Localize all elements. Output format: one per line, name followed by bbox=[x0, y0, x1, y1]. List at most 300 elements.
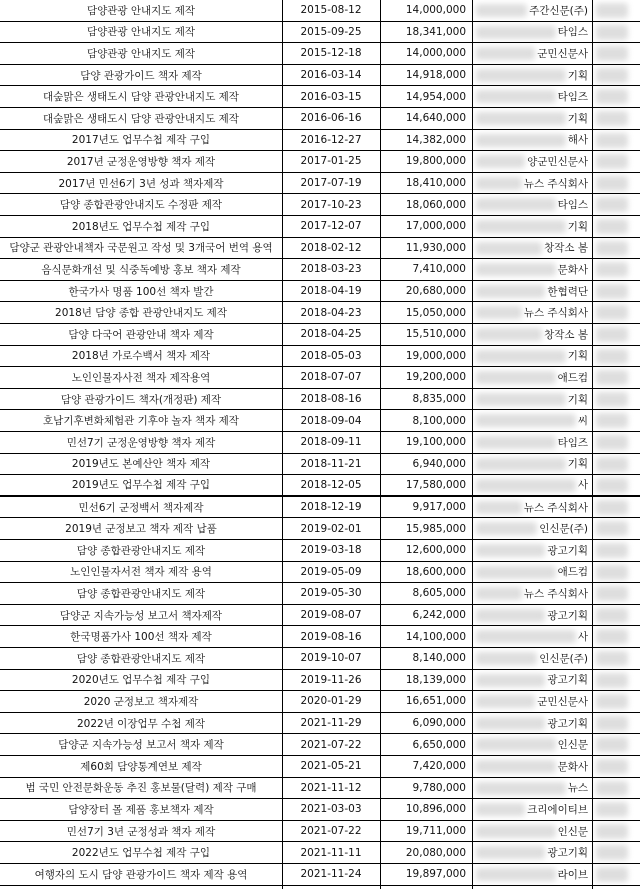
table-row bbox=[0, 367, 640, 389]
redacted-cell bbox=[592, 367, 640, 388]
contractor-cell bbox=[472, 43, 592, 64]
redaction-blur bbox=[596, 133, 628, 148]
table-row bbox=[0, 389, 640, 411]
contractor-name: 창작소 봄 bbox=[544, 328, 588, 341]
contract-date-cell: 2018-04-19 bbox=[300, 285, 362, 298]
contractor-cell bbox=[472, 778, 592, 799]
table-row bbox=[0, 238, 640, 260]
contractor-name: 광고기획 bbox=[547, 847, 588, 860]
redaction-blur bbox=[596, 478, 628, 493]
redacted-cell bbox=[592, 562, 640, 583]
redacted-cell bbox=[592, 130, 640, 151]
contractor-name: 인신문(주) bbox=[539, 523, 588, 536]
redaction-blur bbox=[596, 500, 628, 515]
contractor-cell bbox=[472, 583, 592, 604]
contract-amount-cell: 14,640,000 bbox=[405, 112, 466, 125]
redacted-cell bbox=[592, 691, 640, 712]
redaction-blur bbox=[596, 197, 628, 212]
project-title-cell: 2020 군정보고 책자제작 bbox=[83, 695, 199, 708]
redaction-blur bbox=[596, 111, 628, 126]
contractor-cell bbox=[472, 713, 592, 734]
redacted-cell bbox=[592, 756, 640, 777]
contractor-cell bbox=[472, 238, 592, 259]
redacted-cell bbox=[592, 540, 640, 561]
contractor-cell bbox=[472, 432, 592, 453]
contractor-cell bbox=[472, 22, 592, 43]
table-row bbox=[0, 281, 640, 303]
table-row bbox=[0, 497, 640, 519]
project-title-cell: 2020년도 업무수첩 제작 구입 bbox=[71, 674, 211, 687]
contractor-name: 창작소 봄 bbox=[544, 242, 588, 255]
project-title-cell: 민선6기 군정백서 책자제작 bbox=[78, 501, 204, 514]
redaction-blur bbox=[476, 263, 556, 276]
contractor-name: 양군민신문사 bbox=[527, 155, 588, 168]
contract-amount-cell: 15,050,000 bbox=[405, 306, 466, 319]
redacted-cell bbox=[592, 842, 640, 863]
contract-amount-cell: 19,100,000 bbox=[405, 436, 466, 449]
table-row bbox=[0, 130, 640, 152]
redaction-blur bbox=[476, 630, 576, 643]
contractor-cell bbox=[472, 346, 592, 367]
redacted-cell bbox=[592, 302, 640, 323]
table-row bbox=[0, 43, 640, 65]
contractor-cell bbox=[472, 821, 592, 842]
contract-amount-cell: 18,060,000 bbox=[405, 198, 466, 211]
contractor-name: 한협력단 bbox=[547, 285, 588, 298]
contract-amount-cell: 17,000,000 bbox=[405, 220, 466, 233]
contract-amount-cell: 14,382,000 bbox=[405, 133, 466, 146]
redaction-blur bbox=[596, 392, 628, 407]
table-row bbox=[0, 756, 640, 778]
redaction-blur bbox=[596, 89, 628, 104]
redaction-blur bbox=[476, 90, 556, 103]
contract-date-cell: 2019-10-07 bbox=[300, 652, 362, 665]
redaction-blur bbox=[596, 349, 628, 364]
contract-date-cell: 2018-07-07 bbox=[300, 371, 362, 384]
contractor-name: 기획 bbox=[567, 350, 588, 363]
contract-amount-cell: 15,985,000 bbox=[405, 522, 466, 535]
table-row bbox=[0, 713, 640, 735]
project-title-cell: 노인인물자사전 책자 제작용역 bbox=[71, 371, 211, 384]
table-row bbox=[0, 778, 640, 800]
contractor-cell bbox=[472, 475, 592, 495]
redaction-blur bbox=[476, 825, 556, 838]
table-row bbox=[0, 583, 640, 605]
redaction-blur bbox=[476, 479, 576, 492]
project-title-cell: 2017년 민선6기 3년 성과 책자제작 bbox=[58, 177, 224, 190]
redaction-blur bbox=[476, 458, 566, 471]
contractor-name: 인신문(주) bbox=[539, 652, 588, 665]
redaction-blur bbox=[596, 586, 628, 601]
redacted-cell bbox=[592, 648, 640, 669]
redaction-blur bbox=[476, 198, 556, 211]
contract-amount-cell: 20,080,000 bbox=[405, 846, 466, 859]
redaction-blur bbox=[596, 413, 628, 428]
table-row bbox=[0, 648, 640, 670]
contractor-name: 기획 bbox=[567, 393, 588, 406]
project-title-cell: 노인인물자서전 책자 제작 용역 bbox=[70, 566, 212, 579]
project-title-cell: 여행자의 도시 담양 관광가이드 책자 제작 용역 bbox=[34, 868, 248, 881]
project-title-cell: 담양 다국어 관광안내 책자 제작 bbox=[68, 328, 214, 341]
contract-amount-cell: 9,780,000 bbox=[412, 781, 466, 794]
redaction-blur bbox=[596, 824, 628, 839]
redaction-blur bbox=[476, 155, 525, 168]
project-title-cell: 담양장터 몰 제품 홍보책자 제작 bbox=[68, 803, 214, 816]
column-divider bbox=[592, 0, 593, 889]
redaction-blur bbox=[596, 867, 628, 882]
contract-date-cell: 2018-08-16 bbox=[300, 393, 362, 406]
redaction-blur bbox=[596, 370, 628, 385]
contract-date-cell: 2018-12-19 bbox=[300, 501, 362, 514]
column-divider bbox=[472, 0, 473, 889]
redacted-cell bbox=[592, 0, 640, 21]
redaction-blur bbox=[476, 522, 537, 535]
contractor-cell bbox=[472, 691, 592, 712]
project-title-cell: 제60회 담양통계연보 제작 bbox=[80, 760, 202, 773]
redaction-blur bbox=[476, 112, 566, 125]
contractor-cell bbox=[472, 259, 592, 280]
redaction-blur bbox=[596, 802, 628, 817]
contract-amount-cell: 12,600,000 bbox=[405, 544, 466, 557]
contract-date-cell: 2019-03-18 bbox=[300, 544, 362, 557]
project-title-cell: 2018년 가로수백서 책자 제작 bbox=[71, 350, 211, 363]
table-row bbox=[0, 22, 640, 44]
project-title-cell: 2019년 군정보고 책자 제작 납품 bbox=[65, 523, 217, 536]
redaction-blur bbox=[476, 242, 542, 255]
redaction-blur bbox=[596, 608, 628, 623]
redacted-cell bbox=[592, 410, 640, 431]
redacted-cell bbox=[592, 605, 640, 626]
project-title-cell: 범 국민 안전문화운동 추진 홍보물(달력) 제작 구매 bbox=[25, 782, 257, 795]
redaction-blur bbox=[596, 543, 628, 558]
redaction-blur bbox=[476, 134, 566, 147]
contractor-cell bbox=[472, 518, 592, 539]
contract-date-cell: 2018-02-12 bbox=[300, 241, 362, 254]
table-row bbox=[0, 475, 640, 497]
redacted-cell bbox=[592, 821, 640, 842]
contract-amount-cell: 17,580,000 bbox=[405, 478, 466, 491]
contract-date-cell: 2021-11-12 bbox=[300, 781, 362, 794]
contract-amount-cell: 16,651,000 bbox=[405, 695, 466, 708]
contractor-name: 타임즈 bbox=[557, 91, 588, 104]
redaction-blur bbox=[476, 566, 556, 579]
redaction-blur bbox=[596, 154, 628, 169]
contractor-name: 광고기획 bbox=[547, 717, 588, 730]
project-title-cell: 2019년도 업무수첩 제작 구입 bbox=[71, 479, 211, 492]
redacted-cell bbox=[592, 86, 640, 107]
contractor-name: 기획 bbox=[567, 69, 588, 82]
redaction-blur bbox=[476, 414, 576, 427]
contractor-cell bbox=[472, 605, 592, 626]
table-row bbox=[0, 194, 640, 216]
redacted-cell bbox=[592, 475, 640, 495]
contractor-cell bbox=[472, 216, 592, 237]
redacted-cell bbox=[592, 389, 640, 410]
table-row bbox=[0, 540, 640, 562]
contract-date-cell: 2021-11-29 bbox=[300, 717, 362, 730]
table-row bbox=[0, 173, 640, 195]
contract-amount-cell: 19,000,000 bbox=[405, 349, 466, 362]
project-title-cell: 2017년도 업무수첩 제작 구입 bbox=[71, 134, 211, 147]
contract-date-cell: 2016-06-16 bbox=[300, 112, 362, 125]
contractor-cell bbox=[472, 0, 592, 21]
redaction-blur bbox=[476, 803, 525, 816]
redacted-cell bbox=[592, 216, 640, 237]
contract-amount-cell: 18,410,000 bbox=[405, 177, 466, 190]
redaction-blur bbox=[596, 737, 628, 752]
table-row bbox=[0, 842, 640, 864]
redaction-blur bbox=[596, 219, 628, 234]
contract-date-cell: 2021-03-03 bbox=[300, 803, 362, 816]
contractor-cell bbox=[472, 108, 592, 129]
table-row bbox=[0, 432, 640, 454]
table-row bbox=[0, 216, 640, 238]
redaction-blur bbox=[596, 781, 628, 796]
redaction-blur bbox=[596, 284, 628, 299]
contract-amount-cell: 11,930,000 bbox=[405, 241, 466, 254]
redacted-cell bbox=[592, 497, 640, 518]
contractor-name: 주간신문(주) bbox=[529, 4, 588, 17]
contract-date-cell: 2017-01-25 bbox=[300, 155, 362, 168]
contractor-cell bbox=[472, 130, 592, 151]
redaction-blur bbox=[596, 262, 628, 277]
contractor-cell bbox=[472, 540, 592, 561]
redacted-cell bbox=[592, 518, 640, 539]
contract-amount-cell: 6,242,000 bbox=[412, 609, 466, 622]
column-divider bbox=[380, 0, 381, 889]
redaction-blur bbox=[476, 328, 542, 341]
redaction-blur bbox=[476, 652, 537, 665]
redaction-blur bbox=[596, 759, 628, 774]
contract-date-cell: 2019-05-30 bbox=[300, 587, 362, 600]
contractor-name: 타임즈 bbox=[557, 436, 588, 449]
redacted-cell bbox=[592, 151, 640, 172]
contractor-name: 기획 bbox=[567, 220, 588, 233]
table-row bbox=[0, 821, 640, 843]
redacted-cell bbox=[592, 281, 640, 302]
project-title-cell: 담양군 지속가능성 보고서 책자 제작 bbox=[58, 739, 224, 752]
contract-amount-cell: 7,410,000 bbox=[412, 263, 466, 276]
contract-amount-cell: 14,918,000 bbox=[405, 69, 466, 82]
redaction-blur bbox=[476, 177, 522, 190]
redacted-cell bbox=[592, 43, 640, 64]
table-row bbox=[0, 302, 640, 324]
project-title-cell: 담양 종합관광안내지도 제작 bbox=[76, 652, 206, 665]
project-title-cell: 호남기후변화체험관 기후야 놀자 책자 제작 bbox=[43, 415, 239, 428]
contract-amount-cell: 20,680,000 bbox=[405, 285, 466, 298]
contract-amount-cell: 8,605,000 bbox=[412, 587, 466, 600]
contract-date-cell: 2021-11-11 bbox=[300, 846, 362, 859]
contract-amount-cell: 19,200,000 bbox=[405, 371, 466, 384]
column-divider bbox=[282, 0, 283, 889]
redaction-blur bbox=[476, 393, 566, 406]
project-title-cell: 담양관광 안내지도 제작 bbox=[86, 47, 196, 60]
contractor-cell bbox=[472, 302, 592, 323]
contractor-name: 사 bbox=[577, 631, 588, 644]
redaction-blur bbox=[476, 501, 522, 514]
project-title-cell: 민선7기 군정운영방향 책자 제작 bbox=[66, 436, 216, 449]
contract-date-cell: 2021-07-22 bbox=[300, 825, 362, 838]
redaction-blur bbox=[596, 651, 628, 666]
contractor-name: 인신문 bbox=[557, 825, 588, 838]
table-row bbox=[0, 0, 640, 22]
redaction-blur bbox=[476, 609, 545, 622]
redacted-cell bbox=[592, 799, 640, 820]
contract-amount-cell: 14,000,000 bbox=[405, 47, 466, 60]
contractor-cell bbox=[472, 281, 592, 302]
contract-date-cell: 2018-11-21 bbox=[300, 457, 362, 470]
contractor-cell bbox=[472, 626, 592, 647]
contract-amount-cell: 14,954,000 bbox=[405, 90, 466, 103]
contract-date-cell: 2019-08-07 bbox=[300, 609, 362, 622]
table-row bbox=[0, 410, 640, 432]
project-title-cell: 담양 관광가이드 책자(개정판) 제작 bbox=[60, 393, 222, 406]
contract-amount-cell: 18,341,000 bbox=[405, 25, 466, 38]
redaction-blur bbox=[596, 25, 628, 40]
redaction-blur bbox=[476, 436, 556, 449]
redacted-cell bbox=[592, 173, 640, 194]
redaction-blur bbox=[476, 544, 545, 557]
contract-amount-cell: 8,835,000 bbox=[412, 393, 466, 406]
contract-date-cell: 2019-05-09 bbox=[300, 565, 362, 578]
redacted-cell bbox=[592, 346, 640, 367]
project-title-cell: 2017년 군정운영방향 책자 제작 bbox=[66, 155, 216, 168]
table-row bbox=[0, 670, 640, 692]
redacted-cell bbox=[592, 22, 640, 43]
contract-date-cell: 2017-07-19 bbox=[300, 177, 362, 190]
contract-amount-cell: 6,090,000 bbox=[412, 717, 466, 730]
redacted-cell bbox=[592, 713, 640, 734]
project-title-cell: 한국명품가사 100선 책자 제작 bbox=[70, 631, 212, 644]
contract-date-cell: 2015-12-18 bbox=[300, 47, 362, 60]
redaction-blur bbox=[476, 285, 545, 298]
redacted-cell bbox=[592, 864, 640, 885]
redacted-cell bbox=[592, 324, 640, 345]
contractor-name: 해사 bbox=[567, 134, 588, 147]
redaction-blur bbox=[596, 46, 628, 61]
contractor-name: 기획 bbox=[567, 458, 588, 471]
contractor-name: 사 bbox=[577, 479, 588, 492]
contract-date-cell: 2017-10-23 bbox=[300, 198, 362, 211]
contract-amount-cell: 10,896,000 bbox=[405, 803, 466, 816]
table-row bbox=[0, 799, 640, 821]
redacted-cell bbox=[592, 778, 640, 799]
contractor-name: 뉴스 주식회사 bbox=[523, 177, 588, 190]
redaction-blur bbox=[476, 782, 566, 795]
contractor-name: 인신문 bbox=[557, 739, 588, 752]
project-title-cell: 담양 종합관광안내지도 제작 bbox=[76, 587, 206, 600]
redaction-blur bbox=[476, 760, 556, 773]
project-title-cell: 담양관광 안내지도 제작 bbox=[86, 4, 196, 17]
redaction-blur bbox=[476, 350, 566, 363]
contract-date-cell: 2021-11-24 bbox=[300, 868, 362, 881]
contract-date-cell: 2018-09-11 bbox=[300, 436, 362, 449]
redaction-blur bbox=[476, 220, 566, 233]
project-title-cell: 담양군 관광안내책자 국문원고 작성 및 3개국어 번역 용역 bbox=[9, 242, 273, 255]
contract-date-cell: 2016-03-15 bbox=[300, 90, 362, 103]
project-title-cell: 대숲맑은 생태도시 담양 관광안내지도 제작 bbox=[43, 112, 239, 125]
contract-date-cell: 2015-08-12 bbox=[300, 4, 362, 17]
redacted-cell bbox=[592, 583, 640, 604]
contractor-cell bbox=[472, 864, 592, 885]
contract-amount-cell: 6,940,000 bbox=[412, 457, 466, 470]
contract-amount-cell: 15,510,000 bbox=[405, 328, 466, 341]
table-row bbox=[0, 518, 640, 540]
contract-amount-cell: 9,917,000 bbox=[412, 501, 466, 514]
table-row bbox=[0, 454, 640, 476]
contractor-name: 군민신문사 bbox=[537, 695, 588, 708]
contract-date-cell: 2015-09-25 bbox=[300, 25, 362, 38]
contract-date-cell: 2018-12-05 bbox=[300, 478, 362, 491]
contractor-name: 크리에이티브 bbox=[527, 803, 588, 816]
table-row bbox=[0, 151, 640, 173]
redaction-blur bbox=[476, 4, 527, 17]
contractor-name: 타임스 bbox=[557, 199, 588, 212]
contractor-name: 광고기획 bbox=[547, 609, 588, 622]
contractor-cell bbox=[472, 670, 592, 691]
contractor-cell bbox=[472, 86, 592, 107]
contractor-name: 애드컴 bbox=[557, 371, 588, 384]
redacted-cell bbox=[592, 259, 640, 280]
project-title-cell: 2019년도 본예산안 책자 제작 bbox=[71, 458, 211, 471]
contract-date-cell: 2018-03-23 bbox=[300, 263, 362, 276]
contract-amount-cell: 19,897,000 bbox=[405, 868, 466, 881]
redaction-blur bbox=[476, 717, 545, 730]
redaction-blur bbox=[596, 716, 628, 731]
project-title-cell: 한국가사 명품 100선 책자 발간 bbox=[68, 285, 214, 298]
contract-date-cell: 2018-04-23 bbox=[300, 306, 362, 319]
contract-date-cell: 2019-08-16 bbox=[300, 630, 362, 643]
contract-amount-cell: 7,420,000 bbox=[412, 760, 466, 773]
contract-date-cell: 2016-03-14 bbox=[300, 69, 362, 82]
contract-amount-cell: 8,100,000 bbox=[412, 414, 466, 427]
contractor-name: 군민신문사 bbox=[537, 47, 588, 60]
contractor-cell bbox=[472, 756, 592, 777]
table-row bbox=[0, 864, 640, 886]
contract-amount-cell: 14,000,000 bbox=[405, 4, 466, 17]
contractor-cell bbox=[472, 562, 592, 583]
contractor-cell bbox=[472, 497, 592, 518]
contractor-cell bbox=[472, 173, 592, 194]
redaction-blur bbox=[596, 305, 628, 320]
contract-date-cell: 2021-05-21 bbox=[300, 760, 362, 773]
table-row bbox=[0, 324, 640, 346]
contractor-cell bbox=[472, 648, 592, 669]
contractor-cell bbox=[472, 410, 592, 431]
contractor-name: 광고기획 bbox=[547, 674, 588, 687]
contractor-cell bbox=[472, 799, 592, 820]
contractor-name: 뉴스 bbox=[567, 782, 588, 795]
redaction-blur bbox=[476, 674, 545, 687]
redaction-blur bbox=[596, 3, 628, 18]
contract-date-cell: 2017-12-07 bbox=[300, 220, 362, 233]
redaction-blur bbox=[596, 845, 628, 860]
table-row bbox=[0, 626, 640, 648]
redaction-blur bbox=[596, 673, 628, 688]
contractor-name: 광고기획 bbox=[547, 544, 588, 557]
table-row bbox=[0, 259, 640, 281]
contract-amount-cell: 19,711,000 bbox=[405, 825, 466, 838]
contractor-name: 문화사 bbox=[557, 760, 588, 773]
contract-date-cell: 2020-01-29 bbox=[300, 695, 362, 708]
redaction-blur bbox=[476, 846, 545, 859]
contractor-cell bbox=[472, 734, 592, 755]
project-title-cell: 담양군 지속가능성 보고서 책자제작 bbox=[59, 609, 223, 622]
redaction-blur bbox=[596, 435, 628, 450]
project-title-cell: 2018년도 업무수첩 제작 구입 bbox=[71, 220, 211, 233]
contractor-name: 뉴스 주식회사 bbox=[523, 587, 588, 600]
contract-amount-cell: 19,800,000 bbox=[405, 155, 466, 168]
